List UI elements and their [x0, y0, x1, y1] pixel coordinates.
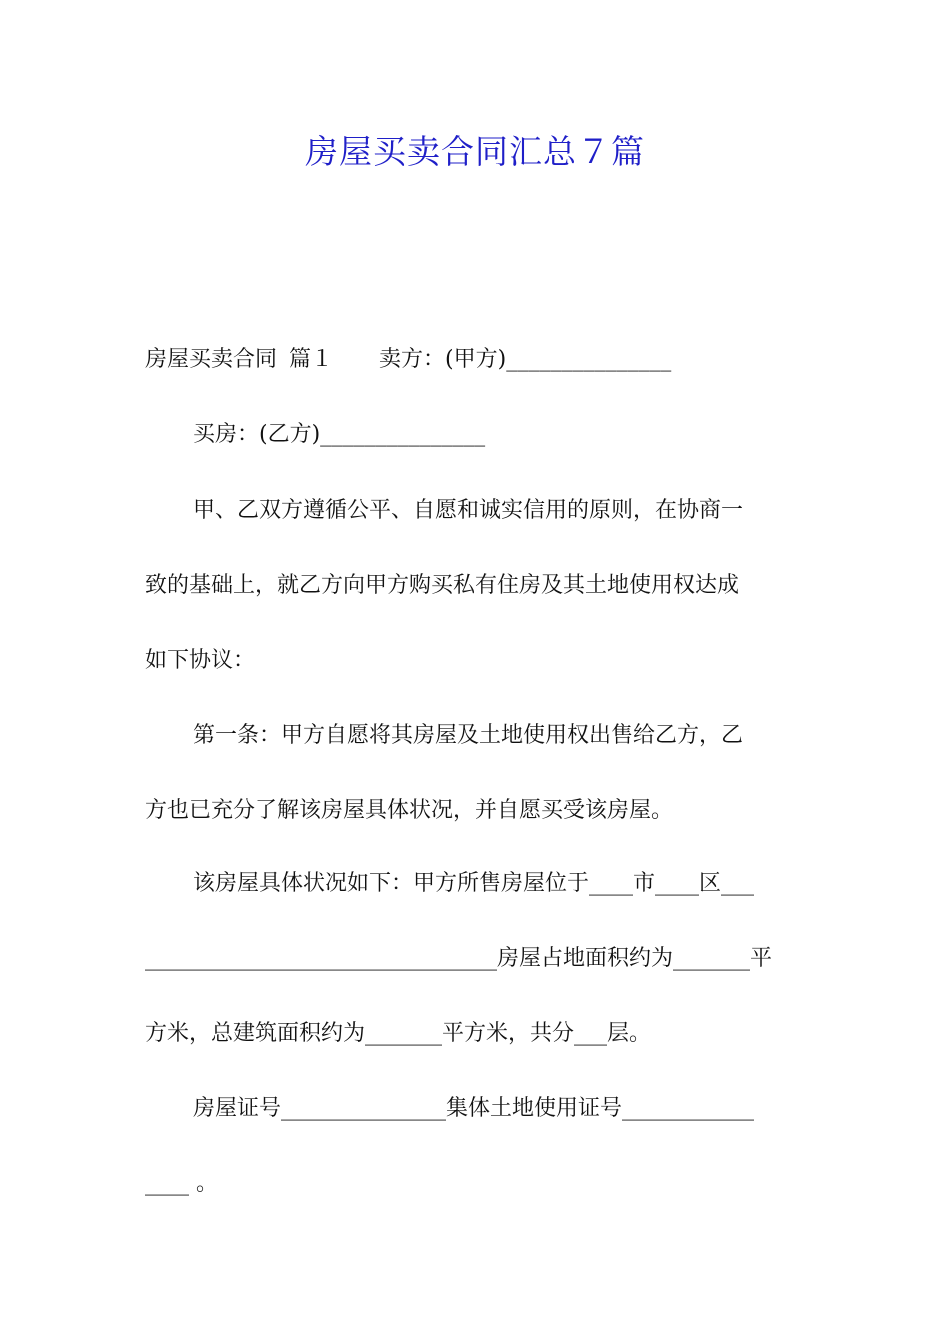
paragraph-line-8: 该房屋具体状况如下：甲方所售房屋位于____市____区___ — [193, 871, 755, 896]
paragraph-line-5: 如下协议： — [145, 648, 256, 673]
paragraph-line-10: 方米，总建筑面积约为_______平方米，共分___层。 — [145, 1021, 652, 1046]
chapter-label: 篇１ — [289, 347, 334, 372]
paragraph-line-4: 致的基础上，就乙方向甲方购买私有住房及其土地使用权达成 — [145, 573, 740, 598]
paragraph-line-3: 甲、乙双方遵循公平、自愿和诚实信用的原则，在协商一 — [193, 498, 744, 523]
contract-heading: 房屋买卖合同 — [145, 347, 278, 372]
paragraph-line-1 — [145, 343, 671, 377]
paragraph-line-12: ____ 。 — [145, 1171, 218, 1196]
document-title: 房屋买卖合同汇总７篇 — [305, 132, 645, 171]
paragraph-line-11: 房屋证号_______________集体土地使用证号____________ — [193, 1096, 755, 1121]
paragraph-line-9: ________________________________房屋占地面积约为_______平 — [145, 946, 773, 971]
buyer-field: 买房：(乙方)_______________ — [193, 422, 486, 447]
seller-field: 卖方：(甲方)_______________ — [379, 347, 672, 372]
paragraph-line-6: 第一条：甲方自愿将其房屋及土地使用权出售给乙方，乙 — [193, 723, 744, 748]
paragraph-line-7: 方也已充分了解该房屋具体状况，并自愿买受该房屋。 — [145, 798, 674, 823]
